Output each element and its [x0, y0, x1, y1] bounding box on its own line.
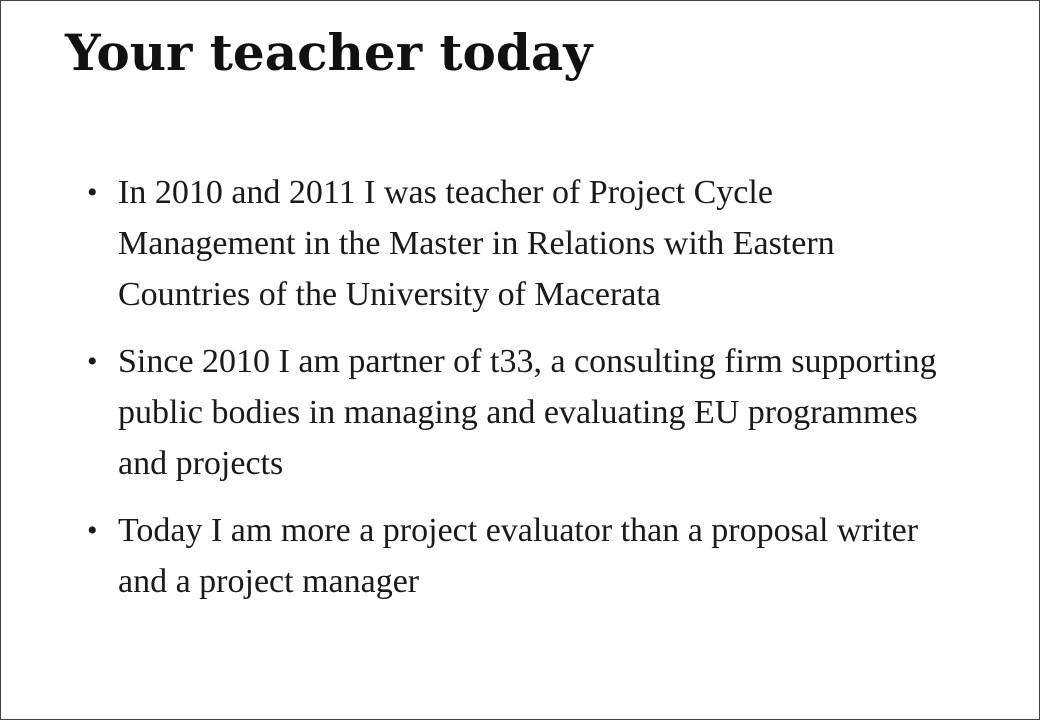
- bullet-text: In 2010 and 2011 I was teacher of Project Cycle Management in the Master in Relations with Eastern Countries of the University of Macerata: [118, 174, 835, 313]
- bullet-marker-icon: •: [87, 176, 98, 209]
- bullet-list: [87, 167, 947, 623]
- bullet-item: [87, 336, 947, 489]
- slide-title: Your teacher today: [65, 23, 593, 82]
- bullet-marker-icon: •: [87, 345, 98, 378]
- bullet-item: [87, 505, 947, 607]
- bullet-marker-icon: •: [87, 514, 98, 547]
- bullet-text: Today I am more a project evaluator than a proposal writer and a project manager: [118, 512, 919, 600]
- bullet-item: [87, 167, 947, 320]
- bullet-text: Since 2010 I am partner of t33, a consulting firm supporting public bodies in managing and evaluating EU programmes and projects: [118, 343, 937, 482]
